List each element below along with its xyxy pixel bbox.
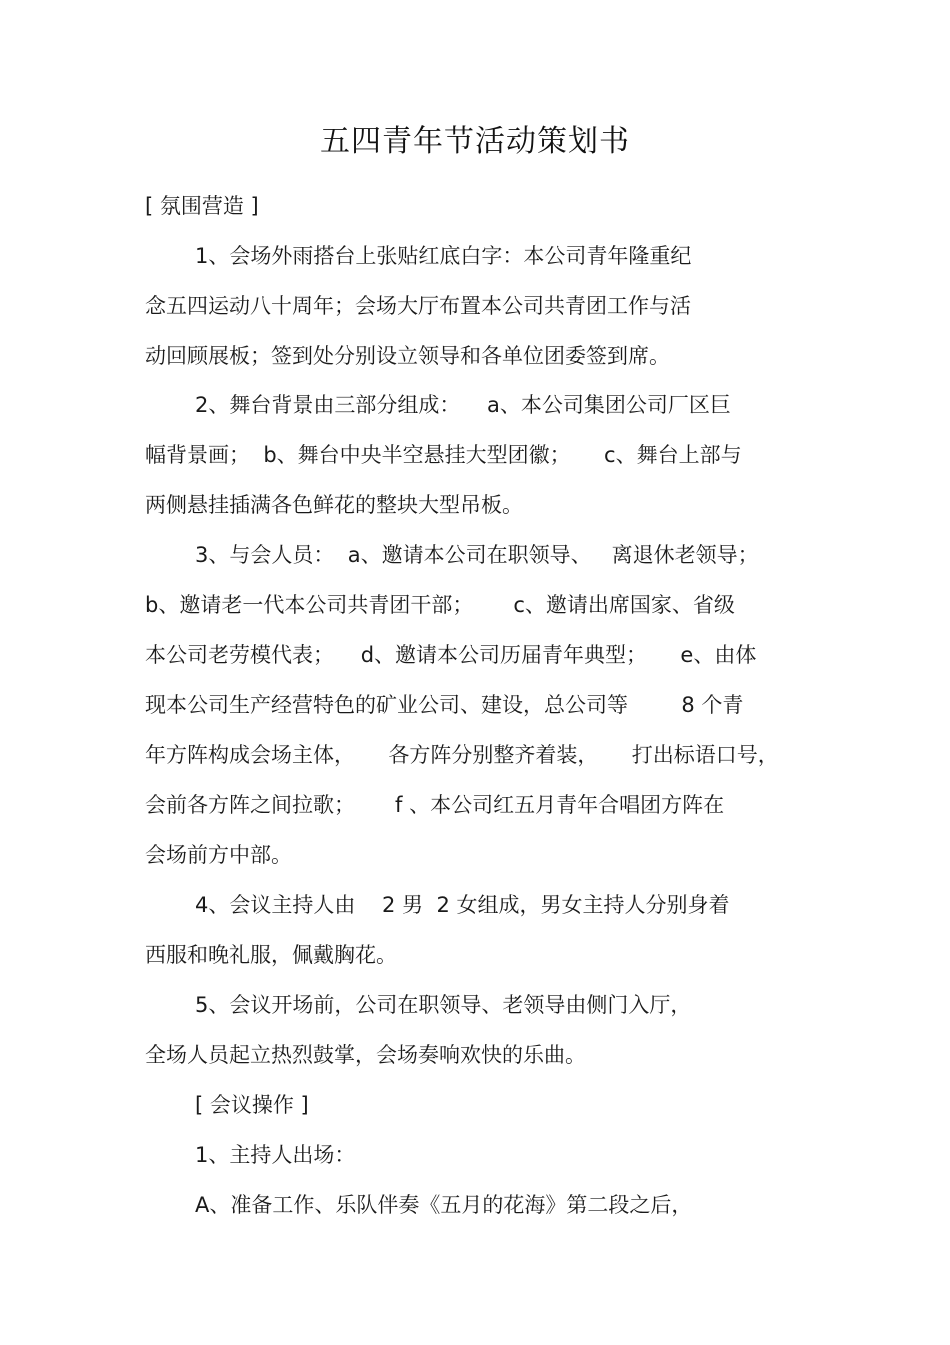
paragraph-line: 3、与会人员： a、邀请本公司在职领导、 离退休老领导； [195, 543, 759, 567]
paragraph-line: 1、会场外雨搭台上张贴红底白字：本公司青年隆重纪 [195, 244, 692, 268]
section-heading-atmosphere: [ 氛围营造 ] [145, 194, 259, 218]
paragraph-line: 年方阵构成会场主体， 各方阵分别整齐着装， 打出标语口号， [145, 743, 779, 767]
paragraph-line: 全场人员起立热烈鼓掌，会场奏响欢快的乐曲。 [145, 1043, 586, 1067]
paragraph-line: 本公司老劳模代表； d、邀请本公司历届青年典型； e、由体 [145, 643, 757, 667]
paragraph-line: 5、会议开场前，公司在职领导、老领导由侧门入厅， [195, 993, 692, 1017]
paragraph-line: 念五四运动八十周年；会场大厅布置本公司共青团工作与活 [145, 294, 691, 318]
paragraph-line: 会前各方阵之间拉歌； f 、本公司红五月青年合唱团方阵在 [145, 793, 725, 817]
paragraph-line: 动回顾展板；签到处分别设立领导和各单位团委签到席。 [145, 344, 670, 368]
paragraph-line: 2、舞台背景由三部分组成： a、本公司集团公司厂区巨 [195, 393, 731, 417]
document-title: 五四青年节活动策划书 [320, 124, 630, 159]
paragraph-line: 现本公司生产经营特色的矿业公司、建设，总公司等 8 个青 [145, 693, 744, 717]
paragraph-line: 两侧悬挂插满各色鲜花的整块大型吊板。 [145, 493, 523, 517]
paragraph-line: A、准备工作、乐队伴奏《五月的花海》第二段之后， [195, 1193, 693, 1217]
paragraph-line: 会场前方中部。 [145, 843, 292, 867]
paragraph-line: 西服和晚礼服，佩戴胸花。 [145, 943, 397, 967]
section-heading-meeting: [ 会议操作 ] [195, 1093, 309, 1117]
paragraph-line: 幅背景画； b、舞台中央半空悬挂大型团徽； c、舞台上部与 [145, 443, 742, 467]
paragraph-line: 1、主持人出场： [195, 1143, 356, 1167]
paragraph-line: b、邀请老一代本公司共青团干部； c、邀请出席国家、省级 [145, 593, 735, 617]
paragraph-line: 4、会议主持人由 2 男 2 女组成，男女主持人分别身着 [195, 893, 730, 917]
